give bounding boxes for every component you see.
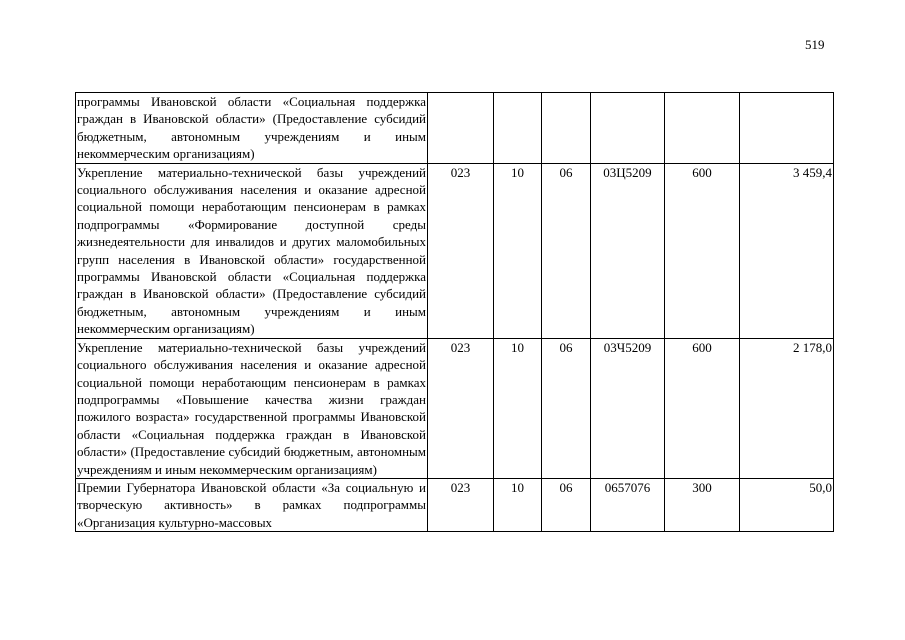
- ministry-code: 023: [428, 478, 494, 531]
- ministry-code: [428, 93, 494, 164]
- row-description: Укрепление материально-технической базы учреждений социального обслуживания населения и оказание адресной социальной помощи неработающим пенсионерам в рамках подпрограммы «Повышение качества жизни граждан пожилого возраста» государственной программы Ивановской области «Социальная поддержка граждан в Ивановской области» (Предоставление субсидий бюджетным, автономным учреждениям и иным некоммерческим организациям): [77, 339, 426, 477]
- page-number: 519: [805, 37, 825, 52]
- subsection-code: 06: [542, 338, 591, 478]
- budget-table: [75, 92, 834, 532]
- ministry-code: 023: [428, 338, 494, 478]
- row-description: программы Ивановской области «Социальная поддержка граждан в Ивановской области» (Предоставление субсидий бюджетным, автономным учреждениям и иным некоммерческим организациям): [77, 94, 426, 162]
- section-code: 10: [494, 338, 542, 478]
- expense-type-code: 600: [665, 163, 740, 338]
- table-row: [76, 163, 834, 338]
- section-code: 10: [494, 478, 542, 531]
- row-description: Укрепление материально-технической базы учреждений социального обслуживания населения и оказание адресной социальной помощи неработающим пенсионерам в рамках подпрограммы «Формирование доступной среды жизнедеятельности для инвалидов и других маломобильных групп населения в Ивановской области» государственной программы Ивановской области «Социальная поддержка граждан в Ивановской области» (Предоставление субсидий бюджетным, автономным учреждениям и иным некоммерческим организациям): [77, 164, 426, 337]
- target-code: 03Ч5209: [591, 338, 665, 478]
- subsection-code: [542, 93, 591, 164]
- section-code: [494, 93, 542, 164]
- amount: [740, 93, 834, 164]
- target-code: 03Ц5209: [591, 163, 665, 338]
- table-row: [76, 338, 834, 478]
- amount: 50,0: [740, 478, 834, 531]
- table-row: [76, 478, 834, 531]
- expense-type-code: [665, 93, 740, 164]
- row-description: Премии Губернатора Ивановской области «За социальную и творческую активность» в рамках подпрограммы «Организация культурно-массовых: [77, 479, 426, 530]
- target-code: [591, 93, 665, 164]
- expense-type-code: 300: [665, 478, 740, 531]
- ministry-code: 023: [428, 163, 494, 338]
- expense-type-code: 600: [665, 338, 740, 478]
- section-code: 10: [494, 163, 542, 338]
- subsection-code: 06: [542, 163, 591, 338]
- amount: 2 178,0: [740, 338, 834, 478]
- target-code: 0657076: [591, 478, 665, 531]
- amount: 3 459,4: [740, 163, 834, 338]
- subsection-code: 06: [542, 478, 591, 531]
- table-row: [76, 93, 834, 164]
